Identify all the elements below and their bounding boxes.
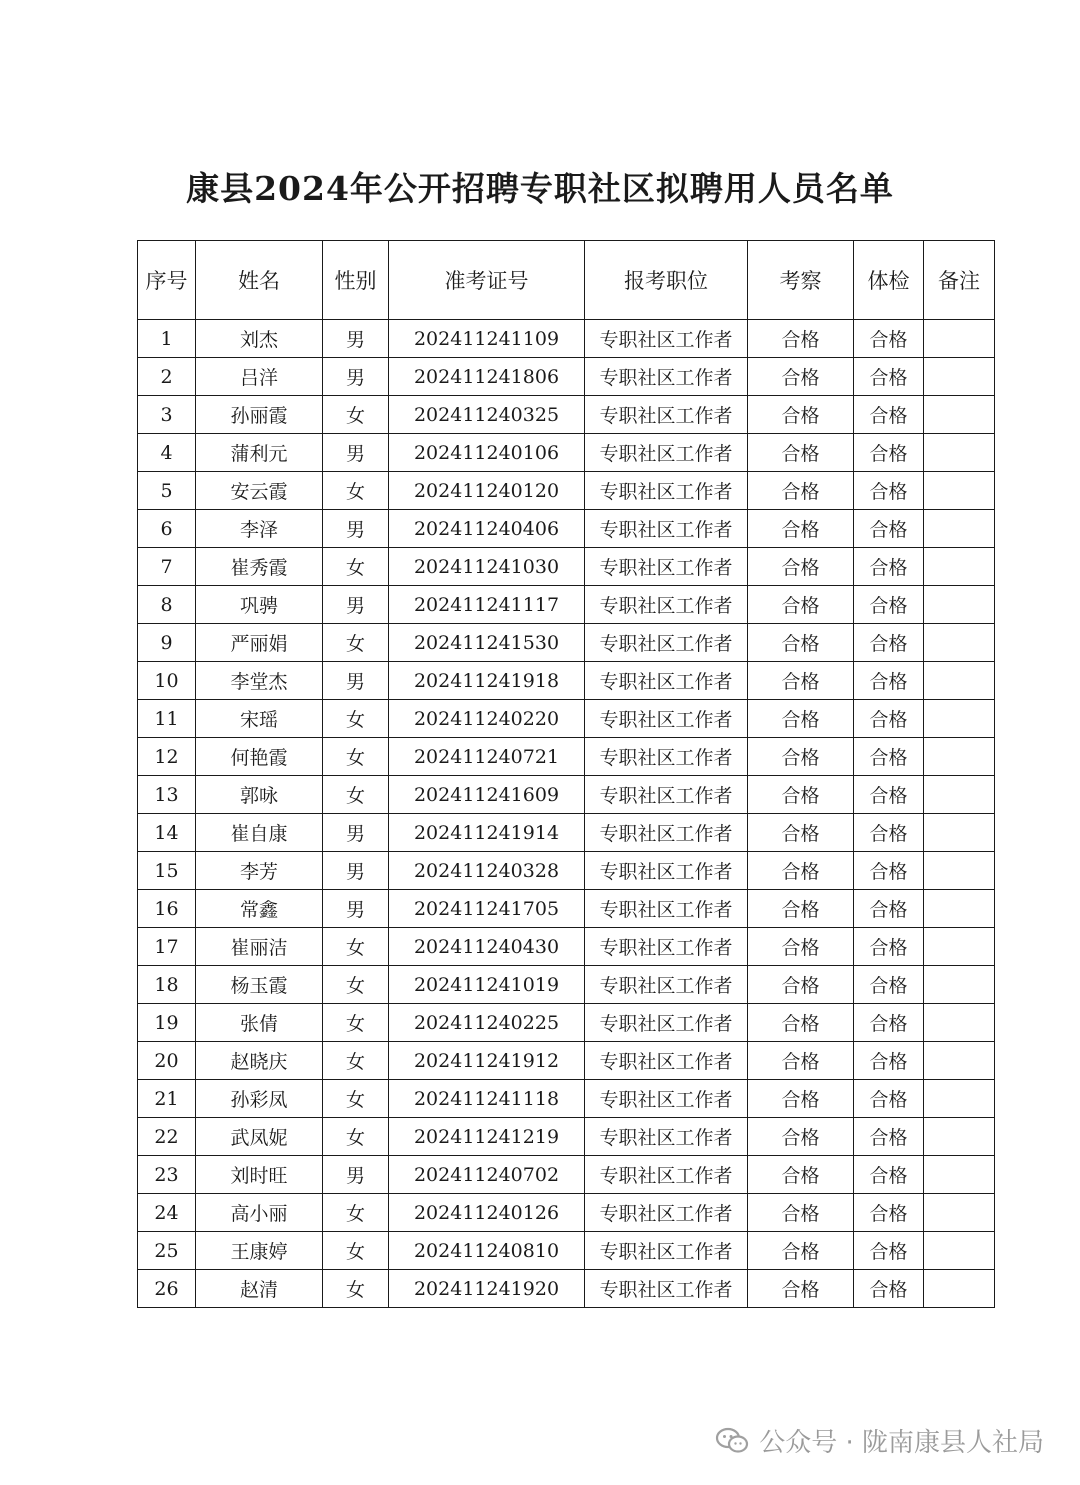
- cell-medical: 合格: [854, 510, 924, 548]
- cell-remarks: [924, 1194, 995, 1232]
- cell-name: 崔自康: [196, 814, 323, 852]
- cell-gender: 女: [323, 928, 389, 966]
- cell-inspection: 合格: [748, 1194, 854, 1232]
- cell-position: 专职社区工作者: [585, 1042, 748, 1080]
- cell-exam-id: 202411240106: [389, 434, 585, 472]
- cell-position: 专职社区工作者: [585, 548, 748, 586]
- table-row: [138, 320, 995, 358]
- cell-remarks: [924, 1232, 995, 1270]
- cell-name: 李堂杰: [196, 662, 323, 700]
- cell-gender: 女: [323, 624, 389, 662]
- header-index: 序号: [138, 241, 196, 320]
- cell-inspection: 合格: [748, 1232, 854, 1270]
- table-row: [138, 928, 995, 966]
- cell-index: 26: [138, 1270, 196, 1308]
- table-row: [138, 510, 995, 548]
- cell-exam-id: 202411241705: [389, 890, 585, 928]
- header-exam-id: 准考证号: [389, 241, 585, 320]
- header-name: 姓名: [196, 241, 323, 320]
- cell-position: 专职社区工作者: [585, 1270, 748, 1308]
- cell-exam-id: 202411240702: [389, 1156, 585, 1194]
- cell-position: 专职社区工作者: [585, 1118, 748, 1156]
- cell-position: 专职社区工作者: [585, 814, 748, 852]
- header-remarks: 备注: [924, 241, 995, 320]
- cell-medical: 合格: [854, 966, 924, 1004]
- cell-gender: 男: [323, 814, 389, 852]
- cell-index: 12: [138, 738, 196, 776]
- cell-inspection: 合格: [748, 966, 854, 1004]
- cell-index: 24: [138, 1194, 196, 1232]
- cell-position: 专职社区工作者: [585, 738, 748, 776]
- cell-inspection: 合格: [748, 852, 854, 890]
- cell-exam-id: 202411240325: [389, 396, 585, 434]
- cell-remarks: [924, 586, 995, 624]
- cell-medical: 合格: [854, 928, 924, 966]
- cell-exam-id: 202411240225: [389, 1004, 585, 1042]
- cell-name: 崔丽洁: [196, 928, 323, 966]
- cell-inspection: 合格: [748, 510, 854, 548]
- table-row: [138, 396, 995, 434]
- cell-medical: 合格: [854, 1270, 924, 1308]
- cell-gender: 女: [323, 472, 389, 510]
- cell-remarks: [924, 1118, 995, 1156]
- wechat-icon: [715, 1426, 749, 1456]
- table-row: [138, 966, 995, 1004]
- cell-name: 严丽娟: [196, 624, 323, 662]
- cell-exam-id: 202411240721: [389, 738, 585, 776]
- cell-index: 13: [138, 776, 196, 814]
- cell-gender: 男: [323, 662, 389, 700]
- table-row: [138, 1004, 995, 1042]
- cell-index: 7: [138, 548, 196, 586]
- cell-gender: 男: [323, 586, 389, 624]
- table-row: [138, 1194, 995, 1232]
- table-header-row: [138, 241, 995, 320]
- table-row: [138, 662, 995, 700]
- cell-inspection: 合格: [748, 1004, 854, 1042]
- cell-gender: 女: [323, 1232, 389, 1270]
- cell-remarks: [924, 396, 995, 434]
- table-row: [138, 1270, 995, 1308]
- cell-inspection: 合格: [748, 1080, 854, 1118]
- table-row: [138, 776, 995, 814]
- cell-inspection: 合格: [748, 320, 854, 358]
- cell-inspection: 合格: [748, 586, 854, 624]
- cell-gender: 女: [323, 396, 389, 434]
- header-position: 报考职位: [585, 241, 748, 320]
- cell-medical: 合格: [854, 1004, 924, 1042]
- cell-remarks: [924, 1042, 995, 1080]
- cell-inspection: 合格: [748, 1118, 854, 1156]
- cell-name: 刘杰: [196, 320, 323, 358]
- cell-remarks: [924, 738, 995, 776]
- cell-index: 2: [138, 358, 196, 396]
- cell-gender: 男: [323, 358, 389, 396]
- cell-gender: 女: [323, 1270, 389, 1308]
- cell-remarks: [924, 358, 995, 396]
- table-row: [138, 548, 995, 586]
- cell-inspection: 合格: [748, 624, 854, 662]
- cell-gender: 女: [323, 738, 389, 776]
- table-row: [138, 358, 995, 396]
- table-row: [138, 624, 995, 662]
- watermark-text: 公众号 · 陇南康县人社局: [759, 1428, 1044, 1458]
- cell-name: 武凤妮: [196, 1118, 323, 1156]
- cell-medical: 合格: [854, 1118, 924, 1156]
- cell-exam-id: 202411241918: [389, 662, 585, 700]
- cell-index: 21: [138, 1080, 196, 1118]
- table-row: [138, 1042, 995, 1080]
- cell-remarks: [924, 434, 995, 472]
- cell-inspection: 合格: [748, 738, 854, 776]
- table-row: [138, 434, 995, 472]
- cell-remarks: [924, 662, 995, 700]
- cell-index: 22: [138, 1118, 196, 1156]
- header-gender: 性别: [323, 241, 389, 320]
- cell-position: 专职社区工作者: [585, 434, 748, 472]
- cell-position: 专职社区工作者: [585, 1080, 748, 1118]
- cell-position: 专职社区工作者: [585, 624, 748, 662]
- cell-remarks: [924, 320, 995, 358]
- cell-index: 25: [138, 1232, 196, 1270]
- table-row: [138, 738, 995, 776]
- cell-index: 5: [138, 472, 196, 510]
- cell-position: 专职社区工作者: [585, 472, 748, 510]
- cell-inspection: 合格: [748, 1156, 854, 1194]
- cell-name: 蒲利元: [196, 434, 323, 472]
- cell-index: 1: [138, 320, 196, 358]
- cell-name: 孙彩凤: [196, 1080, 323, 1118]
- table-row: [138, 1156, 995, 1194]
- cell-index: 18: [138, 966, 196, 1004]
- cell-exam-id: 202411241920: [389, 1270, 585, 1308]
- cell-gender: 男: [323, 890, 389, 928]
- cell-exam-id: 202411241019: [389, 966, 585, 1004]
- cell-name: 张倩: [196, 1004, 323, 1042]
- cell-name: 李泽: [196, 510, 323, 548]
- cell-position: 专职社区工作者: [585, 966, 748, 1004]
- cell-remarks: [924, 776, 995, 814]
- cell-index: 11: [138, 700, 196, 738]
- header-inspection: 考察: [748, 241, 854, 320]
- cell-position: 专职社区工作者: [585, 586, 748, 624]
- cell-position: 专职社区工作者: [585, 1194, 748, 1232]
- cell-exam-id: 202411240120: [389, 472, 585, 510]
- cell-gender: 男: [323, 434, 389, 472]
- cell-remarks: [924, 548, 995, 586]
- cell-index: 15: [138, 852, 196, 890]
- table-body: [138, 320, 995, 1308]
- cell-gender: 男: [323, 510, 389, 548]
- cell-inspection: 合格: [748, 434, 854, 472]
- cell-exam-id: 202411241530: [389, 624, 585, 662]
- cell-medical: 合格: [854, 738, 924, 776]
- cell-inspection: 合格: [748, 700, 854, 738]
- cell-medical: 合格: [854, 852, 924, 890]
- cell-remarks: [924, 814, 995, 852]
- cell-exam-id: 202411241806: [389, 358, 585, 396]
- cell-position: 专职社区工作者: [585, 358, 748, 396]
- table-row: [138, 586, 995, 624]
- cell-exam-id: 202411240328: [389, 852, 585, 890]
- cell-exam-id: 202411241118: [389, 1080, 585, 1118]
- document-title: 康县2024年公开招聘专职社区拟聘用人员名单: [186, 169, 894, 208]
- cell-medical: 合格: [854, 700, 924, 738]
- cell-medical: 合格: [854, 814, 924, 852]
- cell-medical: 合格: [854, 434, 924, 472]
- cell-medical: 合格: [854, 662, 924, 700]
- cell-gender: 女: [323, 1118, 389, 1156]
- cell-name: 宋瑶: [196, 700, 323, 738]
- cell-remarks: [924, 510, 995, 548]
- cell-remarks: [924, 1270, 995, 1308]
- cell-exam-id: 202411241109: [389, 320, 585, 358]
- cell-medical: 合格: [854, 1232, 924, 1270]
- cell-index: 8: [138, 586, 196, 624]
- cell-medical: 合格: [854, 1194, 924, 1232]
- cell-name: 孙丽霞: [196, 396, 323, 434]
- table-row: [138, 1118, 995, 1156]
- cell-position: 专职社区工作者: [585, 928, 748, 966]
- cell-position: 专职社区工作者: [585, 890, 748, 928]
- cell-gender: 女: [323, 1004, 389, 1042]
- cell-inspection: 合格: [748, 472, 854, 510]
- cell-name: 何艳霞: [196, 738, 323, 776]
- cell-inspection: 合格: [748, 928, 854, 966]
- cell-exam-id: 202411241219: [389, 1118, 585, 1156]
- cell-inspection: 合格: [748, 396, 854, 434]
- cell-name: 赵清: [196, 1270, 323, 1308]
- cell-exam-id: 202411240126: [389, 1194, 585, 1232]
- cell-position: 专职社区工作者: [585, 776, 748, 814]
- cell-medical: 合格: [854, 548, 924, 586]
- cell-name: 杨玉霞: [196, 966, 323, 1004]
- cell-remarks: [924, 966, 995, 1004]
- cell-gender: 女: [323, 700, 389, 738]
- cell-gender: 女: [323, 548, 389, 586]
- cell-name: 常鑫: [196, 890, 323, 928]
- cell-remarks: [924, 1004, 995, 1042]
- cell-medical: 合格: [854, 358, 924, 396]
- cell-medical: 合格: [854, 624, 924, 662]
- cell-inspection: 合格: [748, 1042, 854, 1080]
- cell-exam-id: 202411240406: [389, 510, 585, 548]
- cell-medical: 合格: [854, 1080, 924, 1118]
- cell-name: 刘时旺: [196, 1156, 323, 1194]
- cell-exam-id: 202411241117: [389, 586, 585, 624]
- cell-exam-id: 202411240220: [389, 700, 585, 738]
- watermark: [715, 1422, 1044, 1459]
- cell-medical: 合格: [854, 1156, 924, 1194]
- table-row: [138, 814, 995, 852]
- cell-index: 3: [138, 396, 196, 434]
- cell-medical: 合格: [854, 890, 924, 928]
- cell-index: 20: [138, 1042, 196, 1080]
- cell-exam-id: 202411240810: [389, 1232, 585, 1270]
- cell-position: 专职社区工作者: [585, 662, 748, 700]
- cell-inspection: 合格: [748, 814, 854, 852]
- hiring-roster-table: [137, 240, 995, 1308]
- cell-remarks: [924, 1156, 995, 1194]
- table-row: [138, 852, 995, 890]
- cell-index: 10: [138, 662, 196, 700]
- cell-position: 专职社区工作者: [585, 510, 748, 548]
- table-row: [138, 700, 995, 738]
- cell-position: 专职社区工作者: [585, 396, 748, 434]
- cell-index: 14: [138, 814, 196, 852]
- cell-remarks: [924, 700, 995, 738]
- cell-name: 郭咏: [196, 776, 323, 814]
- cell-name: 巩骋: [196, 586, 323, 624]
- cell-index: 17: [138, 928, 196, 966]
- cell-medical: 合格: [854, 776, 924, 814]
- cell-inspection: 合格: [748, 548, 854, 586]
- cell-gender: 女: [323, 776, 389, 814]
- cell-remarks: [924, 472, 995, 510]
- cell-name: 赵晓庆: [196, 1042, 323, 1080]
- cell-index: 16: [138, 890, 196, 928]
- cell-medical: 合格: [854, 472, 924, 510]
- cell-medical: 合格: [854, 586, 924, 624]
- cell-position: 专职社区工作者: [585, 1004, 748, 1042]
- cell-position: 专职社区工作者: [585, 852, 748, 890]
- cell-gender: 女: [323, 966, 389, 1004]
- cell-exam-id: 202411240430: [389, 928, 585, 966]
- cell-remarks: [924, 928, 995, 966]
- cell-remarks: [924, 852, 995, 890]
- cell-inspection: 合格: [748, 1270, 854, 1308]
- cell-gender: 女: [323, 1080, 389, 1118]
- cell-remarks: [924, 1080, 995, 1118]
- cell-inspection: 合格: [748, 776, 854, 814]
- cell-gender: 女: [323, 1194, 389, 1232]
- cell-exam-id: 202411241030: [389, 548, 585, 586]
- cell-medical: 合格: [854, 1042, 924, 1080]
- cell-index: 4: [138, 434, 196, 472]
- table-row: [138, 1232, 995, 1270]
- cell-exam-id: 202411241914: [389, 814, 585, 852]
- cell-name: 吕洋: [196, 358, 323, 396]
- table-row: [138, 472, 995, 510]
- cell-gender: 男: [323, 320, 389, 358]
- header-medical: 体检: [854, 241, 924, 320]
- cell-exam-id: 202411241912: [389, 1042, 585, 1080]
- cell-gender: 女: [323, 1042, 389, 1080]
- cell-position: 专职社区工作者: [585, 320, 748, 358]
- cell-position: 专职社区工作者: [585, 1232, 748, 1270]
- cell-remarks: [924, 890, 995, 928]
- cell-gender: 男: [323, 852, 389, 890]
- table-row: [138, 890, 995, 928]
- cell-name: 高小丽: [196, 1194, 323, 1232]
- cell-remarks: [924, 624, 995, 662]
- cell-index: 23: [138, 1156, 196, 1194]
- cell-position: 专职社区工作者: [585, 700, 748, 738]
- cell-inspection: 合格: [748, 890, 854, 928]
- cell-name: 王康婷: [196, 1232, 323, 1270]
- cell-medical: 合格: [854, 320, 924, 358]
- cell-position: 专职社区工作者: [585, 1156, 748, 1194]
- cell-index: 9: [138, 624, 196, 662]
- cell-inspection: 合格: [748, 358, 854, 396]
- cell-index: 6: [138, 510, 196, 548]
- table-row: [138, 1080, 995, 1118]
- cell-name: 安云霞: [196, 472, 323, 510]
- cell-name: 崔秀霞: [196, 548, 323, 586]
- cell-name: 李芳: [196, 852, 323, 890]
- cell-exam-id: 202411241609: [389, 776, 585, 814]
- cell-index: 19: [138, 1004, 196, 1042]
- cell-inspection: 合格: [748, 662, 854, 700]
- cell-medical: 合格: [854, 396, 924, 434]
- cell-gender: 男: [323, 1156, 389, 1194]
